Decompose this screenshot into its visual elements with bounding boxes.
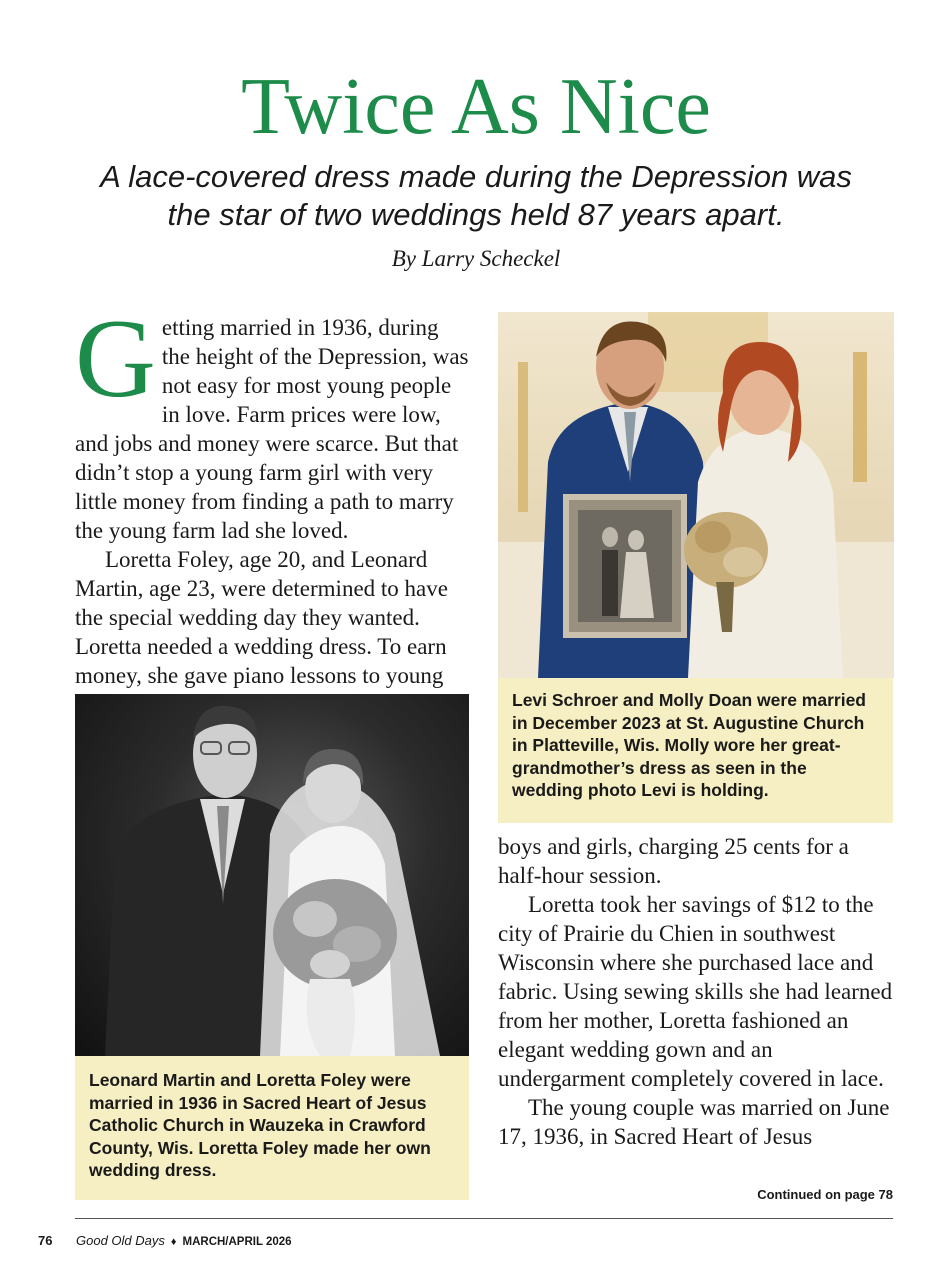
photo-modern-couple	[498, 312, 894, 678]
paragraph-1-text: etting married in 1936, during the height of the Depression, was not easy for most young people in love. Farm prices were low, and jobs and money were scarce. But that didn’t stop a young farm girl with very little money from finding a path to marry the young farm lad she loved.	[75, 315, 469, 543]
page-number: 76	[38, 1233, 53, 1248]
byline: By Larry Scheckel	[391, 246, 561, 271]
paragraph-2-continued: boys and girls, charging 25 cents for a half-hour session.	[498, 834, 849, 888]
footer-rule	[75, 1218, 893, 1219]
paragraph-4: The young couple was married on June 17, 1936, in Sacred Heart of Jesus	[498, 1095, 890, 1149]
diamond-separator-icon: ♦	[170, 1236, 177, 1248]
caption-modern-photo: Levi Schroer and Molly Doan were married in December 2023 at St. Augustine Church in Platteville, Wis. Molly wore her great-grandmother’s dress as seen in the wedding photo Levi is holding.	[498, 678, 893, 823]
caption-1936-photo: Leonard Martin and Loretta Foley were married in 1936 in Sacred Heart of Jesus Catholic Church in Wauzeka in Crawford County, Wis. Loretta Foley made her own wedding dress.	[75, 1056, 469, 1200]
article-subtitle: A lace-covered dress made during the Depression was the star of two weddings held 87 years apart.	[100, 159, 852, 232]
continued-note: Continued on page 78	[757, 1187, 893, 1202]
issue-date: MARCH/APRIL 2026	[182, 1236, 292, 1248]
paragraph-3: Loretta took her savings of $12 to the city of Prairie du Chien in southwest Wisconsin where she purchased lace and fabric. Using sewing skills she had learned from her mother, Loretta fashioned an elegant wedding gown and an undergarment completely covered in lace.	[498, 892, 893, 1091]
left-column-text	[75, 297, 470, 690]
page-footer	[38, 1233, 292, 1248]
drop-cap: G	[75, 297, 156, 421]
paragraph-1	[75, 297, 470, 545]
article-title: Twice As Nice	[241, 63, 711, 151]
magazine-name: Good Old Days	[76, 1233, 165, 1248]
photo-1936-couple	[75, 694, 469, 1056]
paragraph-2-start: Loretta Foley, age 20, and Leonard Martin, age 23, were determined to have the special wedding day they wanted. Loretta needed a wedding dress. To earn money, she gave piano lessons to young	[75, 547, 448, 688]
right-column-text	[498, 832, 893, 1151]
